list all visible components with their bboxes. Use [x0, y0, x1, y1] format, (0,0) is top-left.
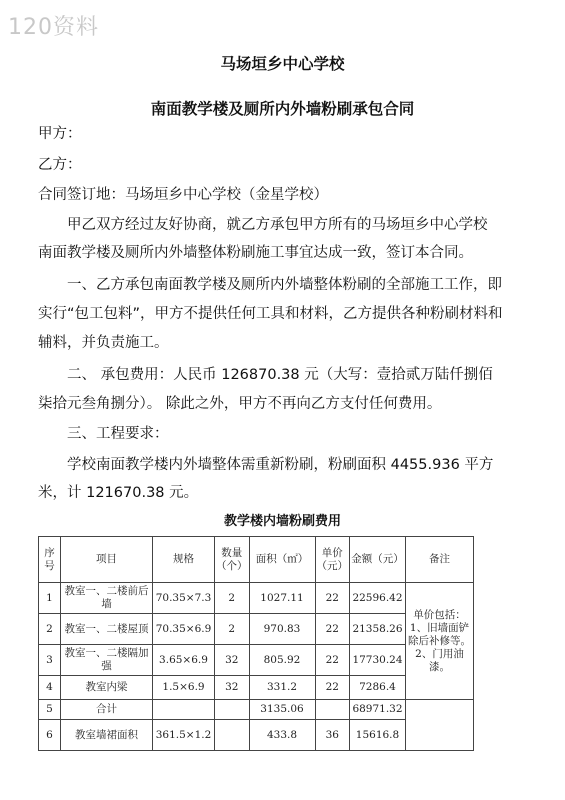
cell-qty: 2 — [215, 583, 250, 614]
cell-spec: 70.35×6.9 — [153, 614, 215, 645]
party-a-label: 甲方： — [38, 126, 82, 142]
table-row — [39, 583, 474, 614]
header-area: 面积（㎡） — [249, 537, 315, 583]
cell-area: 3135.06 — [249, 700, 315, 720]
table-header-row — [39, 537, 474, 583]
party-b-label: 乙方： — [38, 157, 82, 173]
cell-price: 22 — [315, 645, 350, 676]
cell-amount: 21358.26 — [350, 614, 406, 645]
cell-area: 970.83 — [249, 614, 315, 645]
contract-title: 南面教学楼及厕所内外墙粉刷承包合同 — [150, 100, 415, 118]
clause3-line: 学校南面教学楼内外墙整体需重新粉刷，粉刷面积 4455.936 平方 — [67, 457, 494, 473]
clause1-line: 实行“包工包料”，甲方不提供任何工具和材料，乙方提供各种粉刷材料和 — [38, 306, 503, 322]
cell-amount: 7286.4 — [350, 676, 406, 700]
cell-no: 3 — [39, 645, 61, 676]
header-amount: 金额（元） — [350, 537, 406, 583]
header-spec: 规格 — [153, 537, 215, 583]
header-qty: 数量（个） — [215, 537, 250, 583]
clause3-line: 米，计 121670.38 元。 — [38, 485, 199, 501]
cell-qty: 32 — [215, 676, 250, 700]
header-note: 备注 — [406, 537, 474, 583]
intro-line: 南面教学楼及厕所内外墙整体粉刷施工事宜达成一致，签订本合同。 — [38, 245, 473, 261]
cell-amount: 68971.32 — [350, 700, 406, 720]
clause2-line: 柒拾元叁角捌分）。 除此之外，甲方不再向乙方支付任何费用。 — [38, 396, 442, 412]
cell-price: 22 — [315, 614, 350, 645]
table-title: 教学楼内墙粉刷费用 — [223, 514, 341, 529]
cell-price: 22 — [315, 676, 350, 700]
note-cell: 单价包括：1、旧墙面铲除后补修等。2、门用油漆。 — [406, 583, 474, 700]
cell-spec — [153, 700, 215, 720]
cell-spec: 1.5×6.9 — [153, 676, 215, 700]
fee-table — [38, 536, 474, 751]
cell-item: 合计 — [61, 700, 153, 720]
cell-spec: 70.35×7.3 — [153, 583, 215, 614]
sign-place: 合同签订地：马场垣乡中心学校（金星学校） — [38, 187, 328, 203]
cell-area: 805.92 — [249, 645, 315, 676]
header-no: 序号 — [39, 537, 61, 583]
cell-area: 433.8 — [249, 720, 315, 751]
intro-line: 甲乙双方经过友好协商，就乙方承包甲方所有的马场垣乡中心学校 — [67, 217, 488, 233]
header-item: 项目 — [61, 537, 153, 583]
clause1-line: 辅料，并负责施工。 — [38, 335, 169, 351]
cell-amount: 15616.8 — [350, 720, 406, 751]
header-price: 单价（元） — [315, 537, 350, 583]
cell-spec: 3.65×6.9 — [153, 645, 215, 676]
school-title: 马场垣乡中心学校 — [220, 55, 345, 73]
cell-no: 5 — [39, 700, 61, 720]
cell-price — [315, 700, 350, 720]
cell-item: 教室一、二楼屋顶 — [61, 614, 153, 645]
clause3-title: 三、工程要求： — [67, 426, 169, 442]
cell-no: 1 — [39, 583, 61, 614]
cell-item: 教室一、二楼前后墙 — [61, 583, 153, 614]
cell-qty: 2 — [215, 614, 250, 645]
watermark: 120资料 — [8, 15, 99, 40]
cell-item: 教室一、二楼隔加强 — [61, 645, 153, 676]
clause1-line: 一、乙方承包南面教学楼及厕所内外墙整体粉刷的全部施工工作，即 — [67, 277, 502, 293]
cell-item: 教室内梁 — [61, 676, 153, 700]
cell-qty — [215, 700, 250, 720]
cell-no: 2 — [39, 614, 61, 645]
cell-area: 1027.11 — [249, 583, 315, 614]
cell-no: 6 — [39, 720, 61, 751]
cell-amount: 17730.24 — [350, 645, 406, 676]
note-empty-cell — [406, 700, 474, 751]
cell-no: 4 — [39, 676, 61, 700]
cell-spec: 361.5×1.2 — [153, 720, 215, 751]
table-row-total — [39, 700, 474, 720]
cell-item: 教室墙裙面积 — [61, 720, 153, 751]
cell-area: 331.2 — [249, 676, 315, 700]
cell-qty: 32 — [215, 645, 250, 676]
cell-price: 22 — [315, 583, 350, 614]
cell-amount: 22596.42 — [350, 583, 406, 614]
clause2-line: 二、 承包费用：人民币 126870.38 元（大写：壹拾贰万陆仟捌佰 — [67, 367, 493, 383]
cell-qty — [215, 720, 250, 751]
cell-price: 36 — [315, 720, 350, 751]
